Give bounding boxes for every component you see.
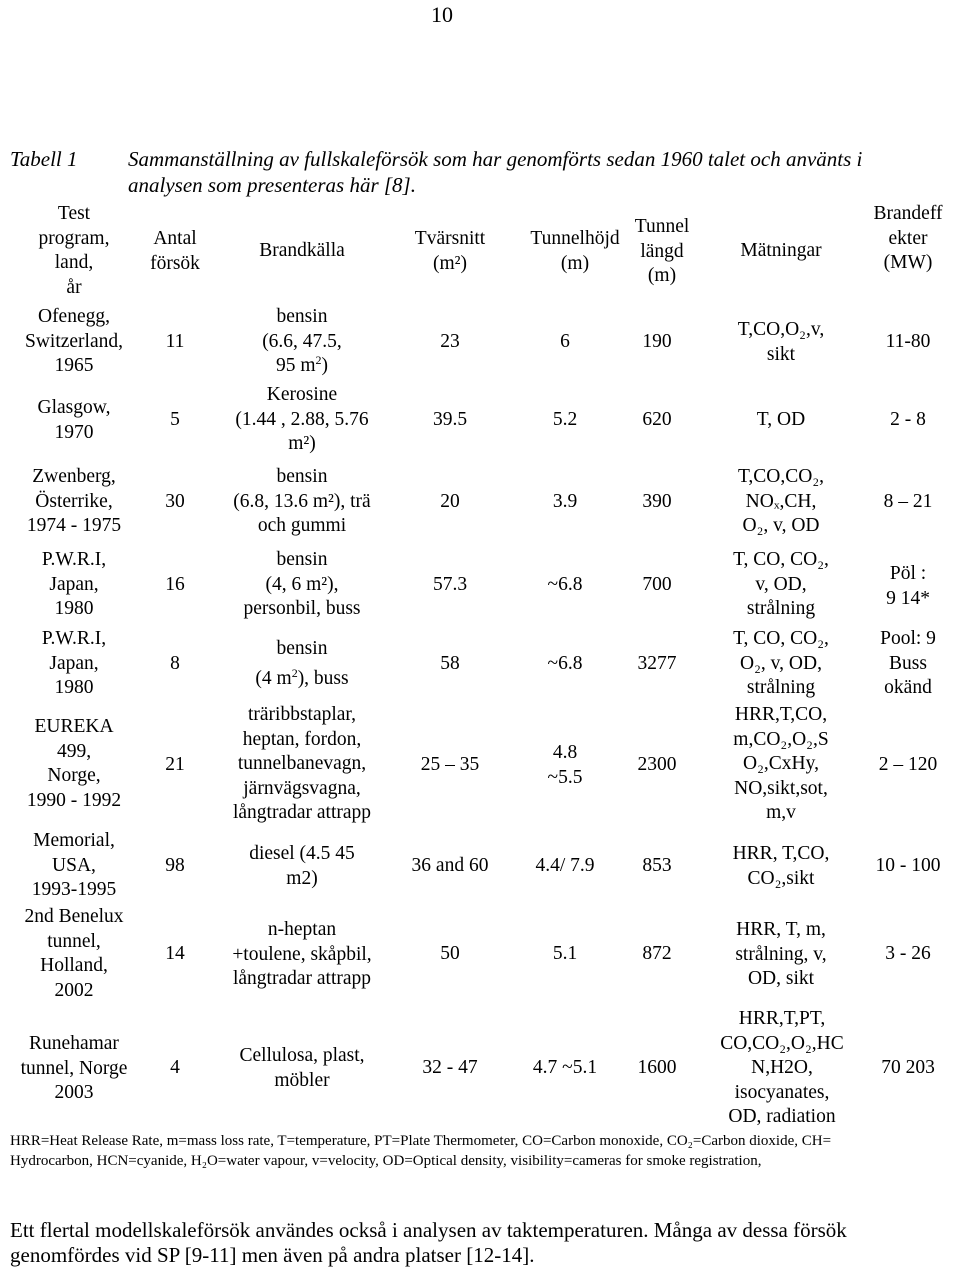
header-matningar: Mätningar [740,240,822,261]
table-row-ofenegg-program: Ofenegg, Switzerland, 1965 [24,306,123,376]
table-row-glasgow-antal: 5 [170,409,180,430]
table-row-pwri-1-antal: 16 [165,574,185,595]
table-row-benelux-area: 50 [440,943,460,964]
table-row-pwri-2-antal: 8 [170,653,180,674]
table-row-runehamar-meas: HRR,T,PT, CO,CO₂,O₂,HC N,H2O, isocyanates, OD, radiation [720,1008,844,1127]
table-row-pwri-2-meas: T, CO, CO₂, O₂, v, OD, strålning [733,628,829,698]
table-row-eureka-program: EUREKA 499, Norge, 1990 - 1992 [26,716,122,811]
table-row-memorial-program: Memorial, USA, 1993-1995 [31,830,117,900]
table-row-benelux-source: n-heptan +toulene, skåpbil, långtradar attrapp [232,919,372,989]
table-row-pwri-1-source: bensin (4, 6 m²), personbil, buss [243,549,361,619]
table-row-pwri-1-area: 57.3 [432,574,468,595]
table-row-pwri-1-length: 700 [642,574,672,595]
table-row-benelux-length: 872 [642,943,672,964]
table-row-eureka-meas: HRR,T,CO, m,CO₂,O₂,S O₂,CxHy, NO,sikt,sot, m,v [733,704,829,823]
table-row-runehamar-program: Runehamar tunnel, Norge 2003 [20,1033,128,1103]
table-row-glasgow-height: 5.2 [552,409,578,430]
table-row-zwenberg-length: 390 [642,491,672,512]
header-brandeffekter: Brandeff ekter (MW) [873,203,943,273]
body-paragraph: Ett flertal modellskaleförsök användes också i analysen av taktemperaturen. Många av dessa försök genomfördes vid SP [9-11] men även på andra platser [12-14]. [10,1218,847,1267]
table-row-pwri-1-meas: T, CO, CO₂, v, OD, strålning [733,549,829,619]
table-row-runehamar-hrr: 70 203 [881,1057,935,1078]
table-row-runehamar-source: Cellulosa, plast, möbler [239,1045,365,1091]
table-row-zwenberg-program: Zwenberg, Österrike, 1974 - 1975 [26,466,122,536]
table-row-zwenberg-meas: T,CO,CO₂, NOₓ,CH, O₂, v, OD [737,466,825,536]
table-row-eureka-antal: 21 [165,754,185,775]
table-row-eureka-area: 25 – 35 [420,754,480,775]
table-row-ofenegg-area: 23 [440,331,460,352]
table-row-zwenberg-hrr: 8 – 21 [883,491,933,512]
table-row-pwri-1-hrr: Pöl : 9 14* [886,563,930,609]
table-row-eureka-height: 4.8 ~5.5 [547,742,583,788]
table-row-pwri-2-hrr: Pool: 9 Buss okänd [880,628,936,698]
table-row-memorial-meas: HRR, T,CO, CO₂,sikt [732,843,830,889]
table-row-memorial-height: 4.4/ 7.9 [535,855,595,876]
header-program: Test program, land, år [38,203,110,298]
table-row-ofenegg-length: 190 [642,331,672,352]
header-tunnellangd: Tunnel längd (m) [634,216,690,286]
table-row-eureka-hrr: 2 – 120 [878,754,938,775]
table-row-runehamar-antal: 4 [170,1057,180,1078]
caption-label: Tabell 1 [10,147,78,171]
table-row-runehamar-length: 1600 [637,1057,677,1078]
table-row-zwenberg-height: 3.9 [552,491,578,512]
table-row-runehamar-height: 4.7 ~5.1 [532,1057,598,1078]
table-row-glasgow-length: 620 [642,409,672,430]
page-number: 10 [431,2,453,27]
table-row-ofenegg-meas: T,CO,O₂,v, sikt [737,319,825,365]
caption-text: Sammanställning av fullskaleförsök som har genomförts sedan 1960 talet och använts i analysen som presenteras här [8]. [128,147,863,197]
table-row-pwri-1-height: ~6.8 [547,574,583,595]
table-row-zwenberg-source: bensin (6.8, 13.6 m²), trä och gummi [233,466,371,536]
table-row-glasgow-hrr: 2 - 8 [890,409,926,430]
table-row-zwenberg-area: 20 [440,491,460,512]
table-row-pwri-2-source: bensin (4 $m^2$), buss [255,638,349,689]
table-row-benelux-height: 5.1 [552,943,578,964]
table-row-pwri-1-program: P.W.R.I, Japan, 1980 [41,549,107,619]
table-row-pwri-2-program: P.W.R.I, Japan, 1980 [41,628,107,698]
table-row-memorial-source: diesel (4.5 45 m2) [249,843,355,889]
table-row-runehamar-area: 32 - 47 [422,1057,478,1078]
header-tunnelhojd: Tunnelhöjd (m) [530,228,620,274]
table-row-pwri-2-height: ~6.8 [547,653,583,674]
table-row-memorial-hrr: 10 - 100 [875,855,941,876]
table-row-glasgow-meas: T, OD [756,409,806,430]
table-row-eureka-length: 2300 [637,754,677,775]
table-row-ofenegg-source: bensin (6.6, 47.5, 95 $m^2$) [262,306,342,376]
table-row-memorial-area: 36 and 60 [411,855,489,876]
header-tvarsnitt: Tvärsnitt (m²) [414,228,486,274]
table-row-benelux-antal: 14 [165,943,185,964]
table-row-pwri-2-area: 58 [440,653,460,674]
table-row-glasgow-area: 39.5 [432,409,468,430]
table-row-memorial-antal: 98 [165,855,185,876]
table-row-glasgow-source: Kerosine (1.44 , 2.88, 5.76 m²) [235,384,369,454]
header-antal: Antal försök [150,228,200,274]
header-brandkalla: Brandkälla [259,240,345,261]
table-row-ofenegg-hrr: 11-80 [885,331,931,352]
table-row-benelux-program: 2nd Benelux tunnel, Holland, 2002 [24,906,124,1001]
table-row-memorial-length: 853 [642,855,672,876]
table-row-ofenegg-height: 6 [560,331,570,352]
table-row-ofenegg-antal: 11 [165,331,185,352]
table-row-zwenberg-antal: 30 [165,491,185,512]
table-row-eureka-source: träribbstaplar, heptan, fordon, tunnelbanevagn, järnvägsvagna, långtradar attrapp [232,704,372,823]
table-row-pwri-2-length: 3277 [637,653,677,674]
table-row-glasgow-program: Glasgow, 1970 [37,397,111,443]
table-row-benelux-hrr: 3 - 26 [885,943,931,964]
table-footnote: HRR=Heat Release Rate, m=mass loss rate, T=temperature, PT=Plate Thermometer, CO=Carbon monoxide, CO₂=Carbon dioxide, CH= Hydrocarbon, HCN=cyanide, H₂O=water vapour, v=velocity, OD=Optical density, visibility=cameras for smoke registration, [10,1133,832,1169]
table-row-benelux-meas: HRR, T, m, strålning, v, OD, sikt [735,919,827,989]
